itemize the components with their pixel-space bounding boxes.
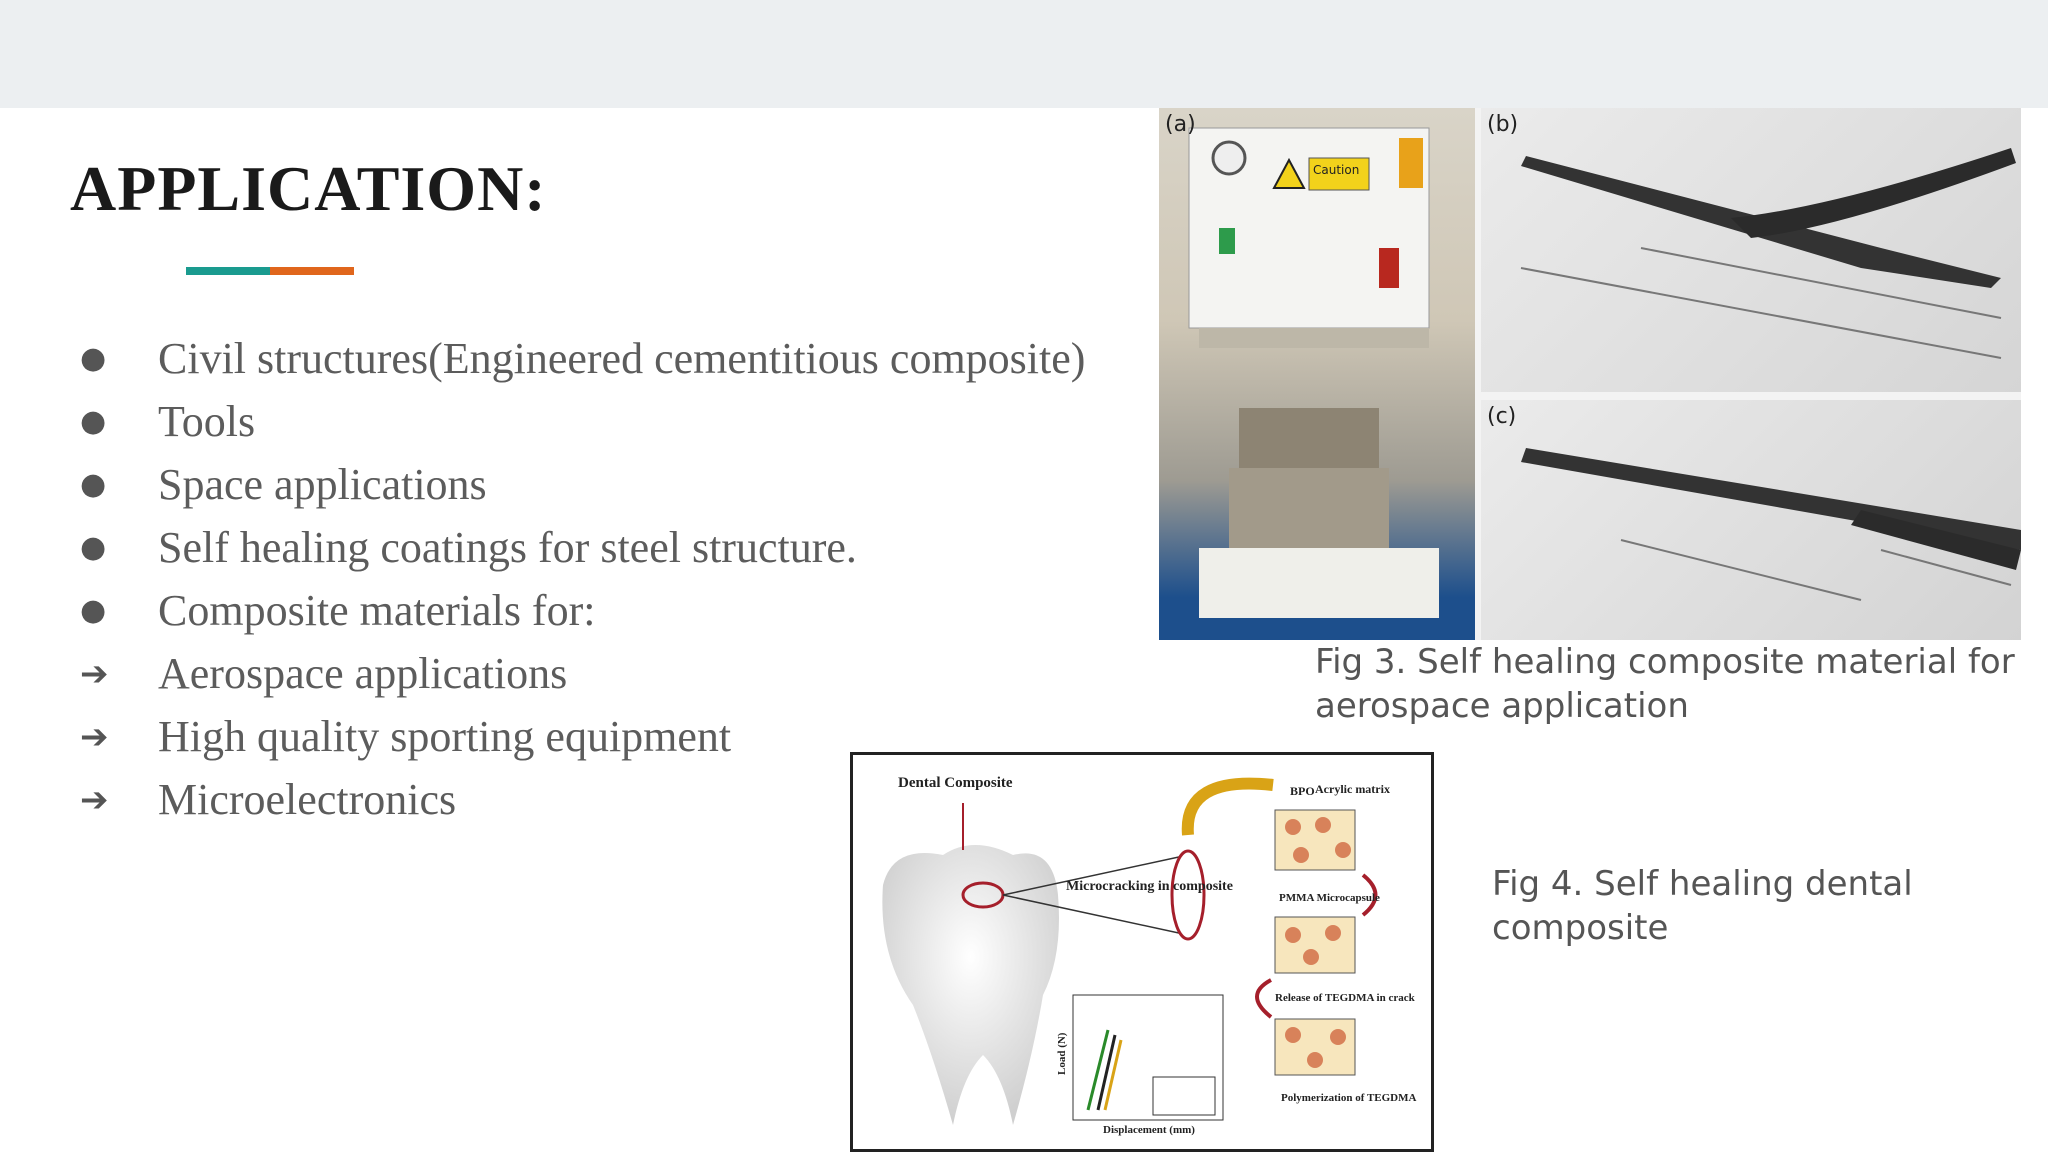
load-axis-label: Load (N) <box>1056 1032 1068 1075</box>
bullet-dot-icon: ● <box>80 530 107 565</box>
figure-4-image <box>850 752 1434 1152</box>
arrow-right-icon: ➔ <box>80 716 109 757</box>
bullet-dot-icon: ● <box>80 467 107 502</box>
figure-3-caption: Fig 3. Self healing composite material for aerospace application <box>1315 642 2015 726</box>
specimen-photo-c <box>1481 400 2021 640</box>
list-item-text: Tools <box>158 397 256 446</box>
dental-composite-illustration <box>853 755 1434 1152</box>
caution-sign-text: Caution <box>1313 163 1360 177</box>
bpo-label: BPO <box>1290 784 1315 798</box>
list-item-text: High quality sporting equipment <box>158 712 732 761</box>
specimen-b-illustration <box>1481 108 2021 392</box>
arrow-right-icon: ➔ <box>80 653 109 694</box>
acrylic-matrix-label: Acrylic matrix <box>1315 782 1390 796</box>
arrow-right-icon: ➔ <box>80 779 109 820</box>
test-rig-illustration <box>1159 108 1475 640</box>
list-item-text: Civil structures(Engineered cementitious composite) <box>158 334 1086 383</box>
slide-title: APPLICATION: <box>70 153 547 224</box>
pmma-microcapsule-label: PMMA Microcapsule <box>1279 892 1380 904</box>
list-item-text: Composite materials for: <box>158 586 596 635</box>
displacement-axis-label: Displacement (mm) <box>1103 1124 1195 1136</box>
list-item <box>80 327 1085 390</box>
figure-3-image <box>1159 108 2021 640</box>
title-accent-orange <box>270 267 354 275</box>
bullet-dot-icon: ● <box>80 341 107 376</box>
polymerization-label: Polymerization of TEGDMA <box>1281 1092 1417 1104</box>
list-item <box>80 579 1085 642</box>
bullet-dot-icon: ● <box>80 593 107 628</box>
list-item-text: Self healing coatings for steel structure. <box>158 523 857 572</box>
top-band <box>0 0 2048 108</box>
specimen-photo-b <box>1481 108 2021 392</box>
specimen-c-illustration <box>1481 400 2021 640</box>
figure-4-caption: Fig 4. Self healing dental composite <box>1492 864 1913 948</box>
list-item <box>80 516 1085 579</box>
dental-composite-label: Dental Composite <box>898 775 1013 791</box>
list-item <box>80 642 1085 705</box>
test-rig-photo <box>1159 108 1475 640</box>
list-item-text: Space applications <box>158 460 487 509</box>
panel-label-b: (b) <box>1487 112 1519 137</box>
bullet-dot-icon: ● <box>80 404 107 439</box>
list-item <box>80 390 1085 453</box>
list-item-text: Aerospace applications <box>158 649 568 698</box>
panel-label-a: (a) <box>1165 112 1196 137</box>
list-item-text: Microelectronics <box>158 775 457 824</box>
title-accent-teal <box>186 267 270 275</box>
release-tegdma-label: Release of TEGDMA in crack <box>1275 992 1415 1004</box>
microcracking-label: Microcracking in composite <box>1066 879 1233 894</box>
list-item <box>80 453 1085 516</box>
panel-label-c: (c) <box>1487 404 1517 429</box>
